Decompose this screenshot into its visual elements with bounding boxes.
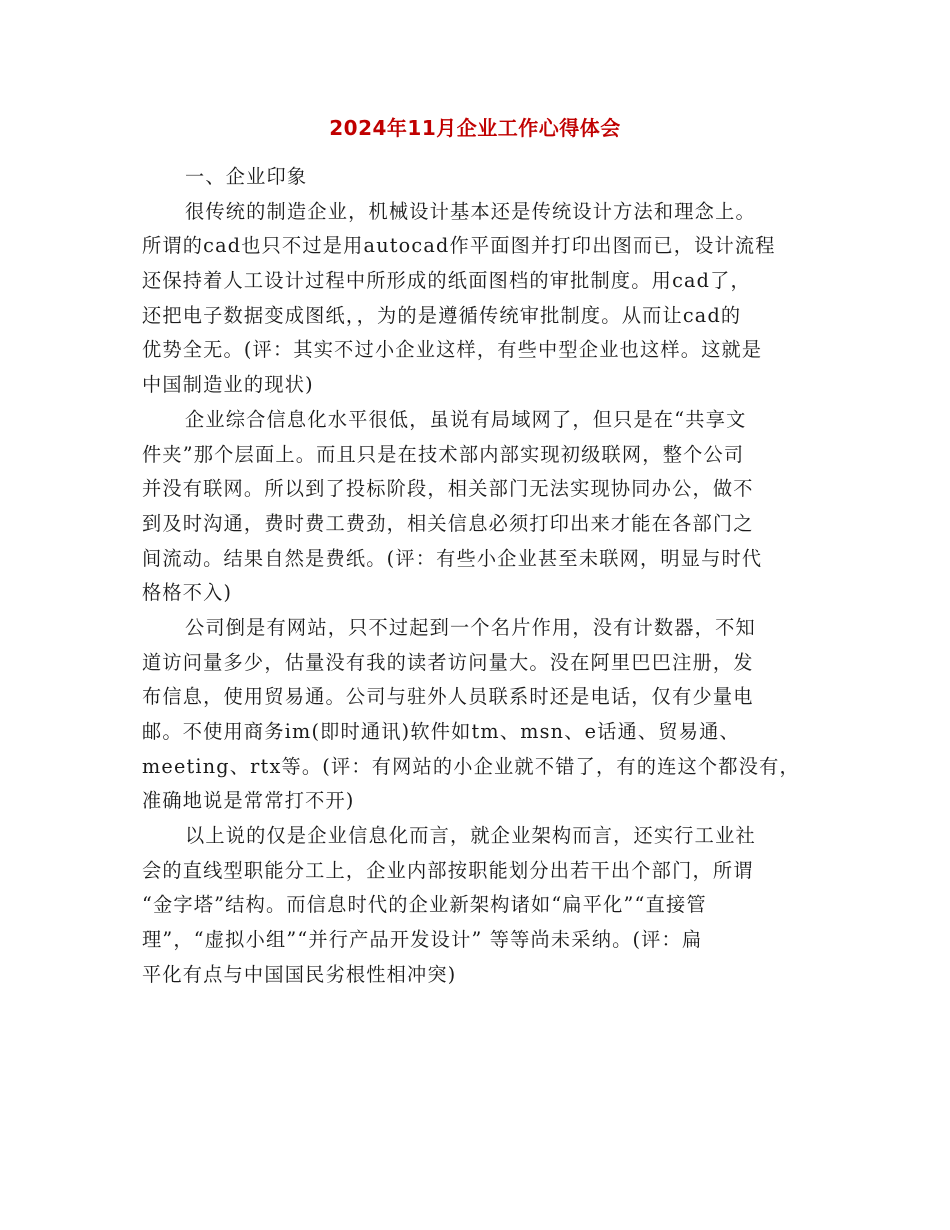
paragraph-line: 布信息，使用贸易通。公司与驻外人员联系时还是电话，仅有少量电 (142, 685, 754, 709)
paragraph-line: 会的直线型职能分工上，企业内部按职能划分出若干出个部门，所谓 (142, 858, 754, 882)
paragraph-line: “金字塔”结构。而信息时代的企业新架构诸如“扁平化”“直接管 (142, 893, 707, 917)
document-body (142, 160, 832, 993)
paragraph-line: 中国制造业的现状) (142, 373, 314, 397)
paragraph-line: 很传统的制造企业，机械设计基本还是传统设计方法和理念上。 (185, 199, 756, 223)
paragraph-line: 还把电子数据变成图纸，，为的是遵循传统审批制度。从而让cad的 (142, 303, 742, 327)
paragraph-line: 还保持着人工设计过程中所形成的纸面图档的审批制度。用cad了， (142, 269, 751, 293)
paragraph-line: meeting、rtx等。(评：有网站的小企业就不错了，有的连这个都没有， (142, 754, 800, 778)
document-title: 2024年11月企业工作心得体会 (329, 116, 621, 140)
paragraph-line: 件夹”那个层面上。而且只是在技术部内部实现初级联网，整个公司 (142, 442, 745, 466)
paragraph-line: 优势全无。(评：其实不过小企业这样，有些中型企业也这样。这就是 (142, 338, 763, 362)
paragraph-line: 平化有点与中国国民劣根性相冲突) (142, 962, 457, 986)
paragraph-line: 企业综合信息化水平很低，虽说有局域网了，但只是在“共享文 (185, 407, 747, 431)
paragraph-line: 准确地说是常常打不开) (142, 789, 355, 813)
paragraph-line: 所谓的cad也只不过是用autocad作平面图并打印出图而已，设计流程 (142, 234, 776, 258)
paragraph-line: 以上说的仅是企业信息化而言，就企业架构而言，还实行工业社 (185, 824, 756, 848)
paragraph-line: 间流动。结果自然是费纸。(评：有些小企业甚至未联网，明显与时代 (142, 546, 763, 570)
paragraph-line: 到及时沟通，费时费工费劲，相关信息必须打印出来才能在各部门之 (142, 511, 754, 535)
paragraph-line: 格格不入) (142, 581, 233, 605)
section-heading: 一、企业印象 (185, 165, 308, 188)
paragraph-line: 理”，“虚拟小组”“并行产品开发设计” 等等尚未采纳。(评：扁 (142, 928, 703, 952)
paragraph-line: 公司倒是有网站，只不过起到一个名片作用，没有计数器，不知 (185, 615, 756, 639)
paragraph-line: 并没有联网。所以到了投标阶段，相关部门无法实现协同办公，做不 (142, 477, 754, 501)
paragraph-line: 邮。不使用商务im(即时通讯)软件如tm、msn、e话通、贸易通、 (142, 720, 740, 743)
paragraph-line: 道访问量多少，估量没有我的读者访问量大。没在阿里巴巴注册，发 (142, 650, 754, 674)
